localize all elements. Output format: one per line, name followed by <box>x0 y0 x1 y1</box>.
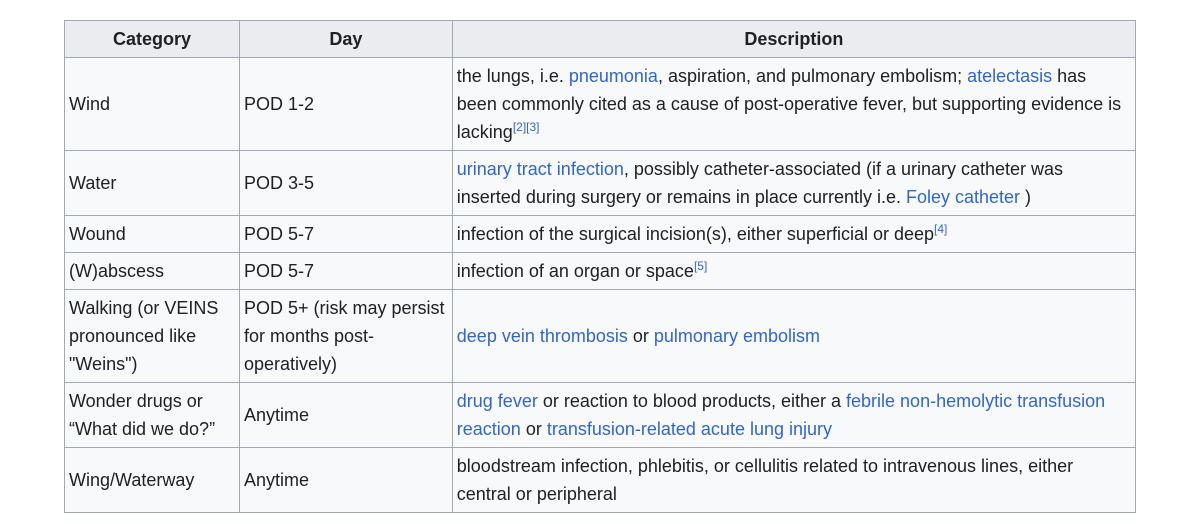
link-foley-catheter[interactable]: Foley catheter <box>905 187 1021 207</box>
link-pulmonary-embolism[interactable]: pulmonary embolism <box>653 326 820 346</box>
description-cell <box>452 151 1135 216</box>
day-cell: Anytime <box>239 448 452 513</box>
citation-link-3[interactable]: [3] <box>526 120 540 134</box>
day-cell: POD 1-2 <box>239 58 452 151</box>
fever-causes-table <box>64 20 1136 513</box>
header-row <box>65 21 1136 58</box>
description-text: or reaction to blood products, either a <box>537 391 847 411</box>
category-cell: (W)abscess <box>65 253 240 290</box>
table-row <box>65 448 1136 513</box>
table-row <box>65 58 1136 151</box>
citation-ref <box>694 259 707 273</box>
table-row <box>65 151 1136 216</box>
day-cell: POD 3-5 <box>239 151 452 216</box>
description-cell <box>452 253 1135 290</box>
description-cell <box>452 216 1135 253</box>
category-cell: Wonder drugs or “What did we do?” <box>65 383 240 448</box>
category-cell: Wing/Waterway <box>65 448 240 513</box>
link-pneumonia[interactable]: pneumonia <box>568 66 658 86</box>
description-cell <box>452 58 1135 151</box>
citation-link-2[interactable]: [2] <box>512 120 527 134</box>
category-cell: Wound <box>65 216 240 253</box>
description-cell <box>452 383 1135 448</box>
description-text: infection of an organ or space <box>456 261 694 281</box>
link-drug-fever[interactable]: drug fever <box>456 391 538 411</box>
header-description: Description <box>452 21 1135 58</box>
link-urinary-tract-infection[interactable]: urinary tract infection <box>456 159 624 179</box>
day-cell: POD 5-7 <box>239 253 452 290</box>
day-cell: POD 5+ (risk may persist for months post-operatively) <box>239 290 452 383</box>
link-febrile-transfusion-reaction[interactable]: febrile non-hemolytic transfusion reaction <box>456 391 1106 439</box>
citation-link-5[interactable]: [5] <box>693 259 708 273</box>
description-text: or <box>627 326 654 346</box>
table-row <box>65 216 1136 253</box>
citation-ref <box>934 222 947 236</box>
description-cell <box>452 290 1135 383</box>
day-cell: Anytime <box>239 383 452 448</box>
description-text: has been commonly cited as a cause of post-operative fever, but supporting evidence is lacking <box>456 66 1122 142</box>
header-category: Category <box>65 21 240 58</box>
link-trali[interactable]: transfusion-related acute lung injury <box>546 419 833 439</box>
description-text: , possibly catheter-associated (if a urinary catheter was inserted during surgery or remains in place currently i.e. <box>456 159 1064 207</box>
table-row <box>65 253 1136 290</box>
citation-link-4[interactable]: [4] <box>934 222 948 236</box>
category-cell: Water <box>65 151 240 216</box>
description-text: bloodstream infection, phlebitis, or cellulitis related to intravenous lines, either central or peripheral <box>456 456 1074 504</box>
description-cell <box>452 448 1135 513</box>
link-atelectasis[interactable]: atelectasis <box>967 66 1053 86</box>
description-text: or <box>520 419 547 439</box>
description-text: , aspiration, and pulmonary embolism; <box>657 66 968 86</box>
description-text: infection of the surgical incision(s), either superficial or deep <box>456 224 935 244</box>
category-cell: Wind <box>65 58 240 151</box>
citation-ref <box>513 120 540 134</box>
day-cell: POD 5-7 <box>239 216 452 253</box>
header-day: Day <box>239 21 452 58</box>
table-row <box>65 383 1136 448</box>
table-row <box>65 290 1136 383</box>
link-deep-vein-thrombosis[interactable]: deep vein thrombosis <box>456 326 628 346</box>
description-text: ) <box>1020 187 1032 207</box>
category-cell: Walking (or VEINS pronounced like "Weins") <box>65 290 240 383</box>
description-text: the lungs, i.e. <box>456 66 569 86</box>
